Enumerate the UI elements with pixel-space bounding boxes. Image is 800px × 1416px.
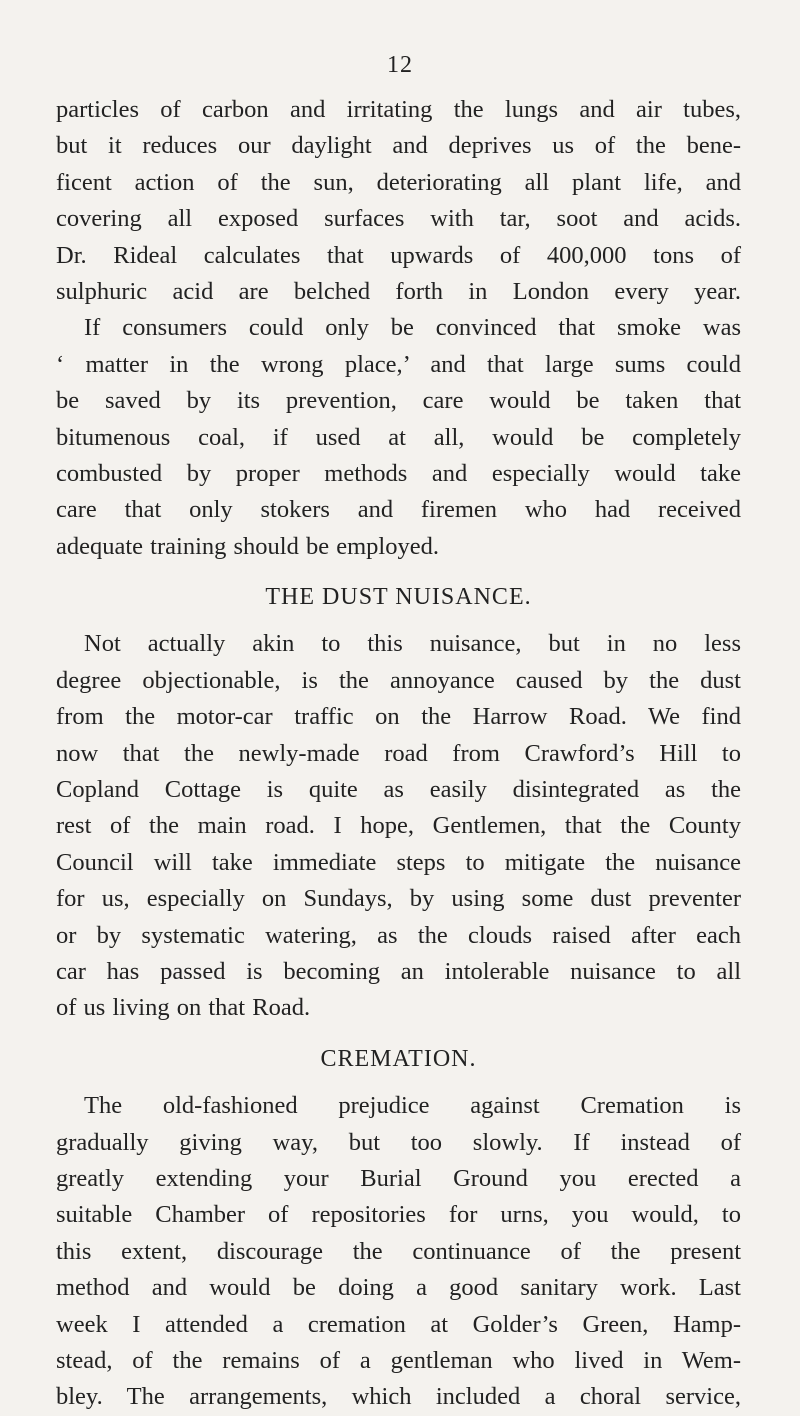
text-line: particles of carbon and irritating the lungs and air tubes, <box>56 96 741 123</box>
text-line: ‘ matter in the wrong place,’ and that large sums could <box>56 350 741 378</box>
text-line: degree objectionable, is the annoyance caused by the dust <box>56 666 741 694</box>
section-heading-dust-nuisance: THE DUST NUISANCE. <box>265 584 532 611</box>
text-line: ficent action of the sun, deteriorating all plant life, and <box>56 168 741 196</box>
text-line: for us, especially on Sundays, by using some dust preventer <box>56 885 741 913</box>
text-line: covering all exposed surfaces with tar, soot and acids. <box>56 205 741 233</box>
text-line: car has passed is becoming an intolerable nuisance to all <box>56 957 741 985</box>
text-line: but it reduces our daylight and deprives us of the bene- <box>56 132 741 160</box>
text-line: bley. The arrangements, which included a choral service, <box>56 1383 741 1411</box>
section-heading-cremation: CREMATION. <box>320 1045 477 1072</box>
text-line: Dr. Rideal calculates that upwards of 400,000 tons of <box>56 241 741 269</box>
text-line: be saved by its prevention, care would be taken that <box>56 387 741 415</box>
text-line: stead, of the remains of a gentleman who lived in Wem- <box>56 1346 741 1374</box>
text-line: gradually giving way, but too slowly. If instead of <box>56 1128 741 1156</box>
text-line: or by systematic watering, as the clouds raised after each <box>56 921 741 949</box>
text-line: Not actually akin to this nuisance, but in no less <box>84 630 741 658</box>
text-line: this extent, discourage the continuance of the present <box>56 1237 741 1265</box>
text-line: now that the newly-made road from Crawford’s Hill to <box>56 739 741 767</box>
page-number: 12 <box>387 52 413 78</box>
paragraph-dust <box>56 626 741 1026</box>
text-line: suitable Chamber of repositories for urns, you would, to <box>56 1201 741 1229</box>
text-line: method and would be doing a good sanitary work. Last <box>56 1274 741 1302</box>
text-line: of us living on that Road. <box>56 994 311 1022</box>
text-line: care that only stokers and firemen who had received <box>56 496 741 524</box>
text-line: rest of the main road. I hope, Gentlemen, that the County <box>56 812 741 840</box>
text-line: adequate training should be employed. <box>56 532 439 560</box>
text-line: week I attended a cremation at Golder’s Green, Hamp- <box>56 1310 741 1338</box>
text-block-top <box>56 92 741 1416</box>
paragraph-cremation <box>56 1088 741 1416</box>
text-line: The old-fashioned prejudice against Cremation is <box>84 1092 741 1120</box>
paragraph-smoke <box>56 92 741 310</box>
text-line: Council will take immediate steps to mitigate the nuisance <box>56 848 741 876</box>
text-line: from the motor-car traffic on the Harrow Road. We find <box>56 703 741 731</box>
text-line: combusted by proper methods and especially would take <box>56 459 741 487</box>
text-line: If consumers could only be convinced that smoke was <box>84 314 741 342</box>
text-line: sulphuric acid are belched forth in London every year. <box>56 277 741 305</box>
text-line: greatly extending your Burial Ground you erected a <box>56 1164 741 1192</box>
paragraph-consumers <box>56 310 741 565</box>
text-line: Copland Cottage is quite as easily disintegrated as the <box>56 776 741 804</box>
text-line: bitumenous coal, if used at all, would be completely <box>56 423 741 451</box>
